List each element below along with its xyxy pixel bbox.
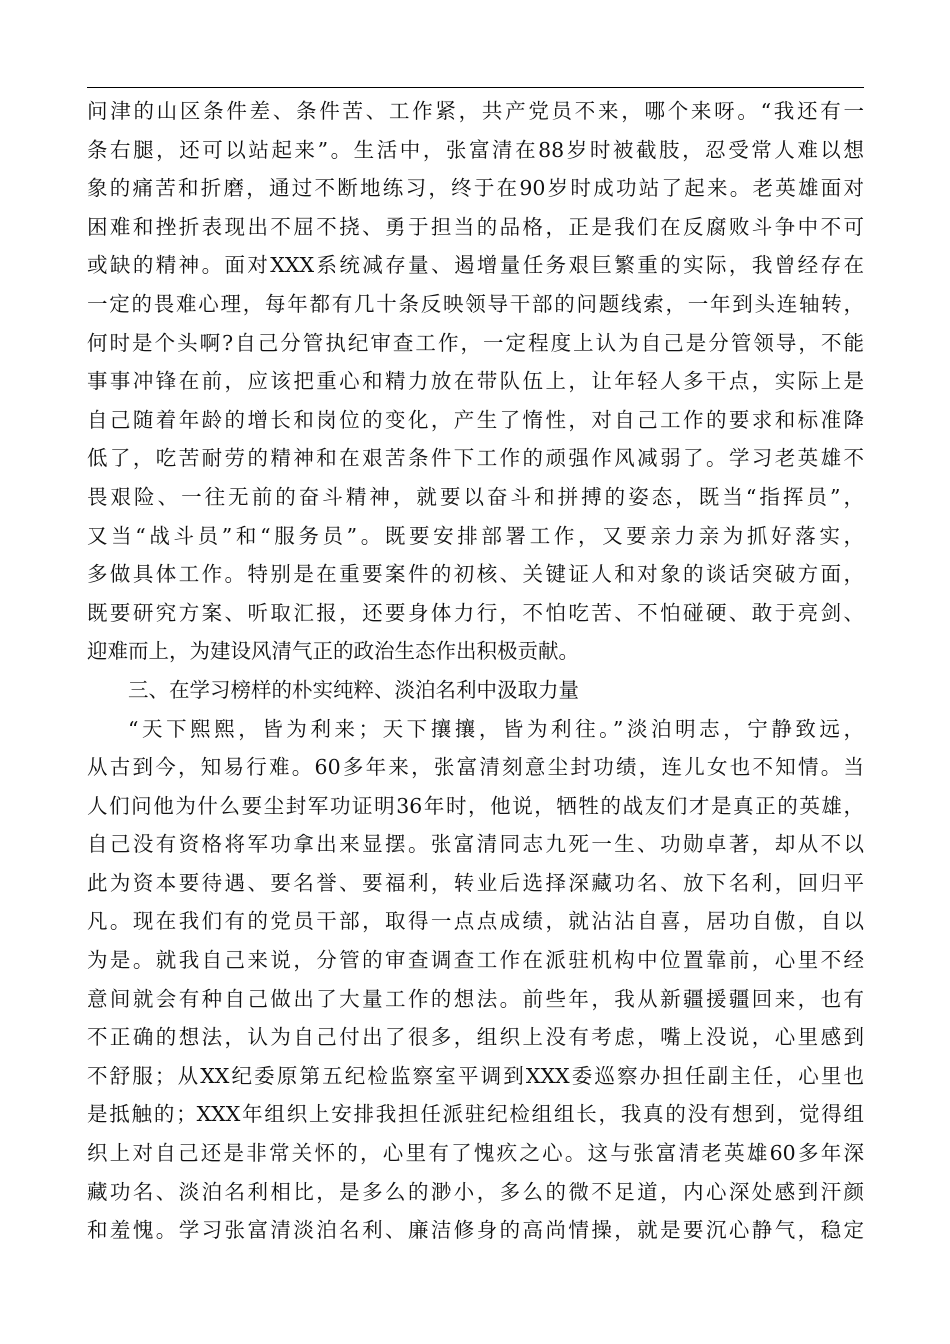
text-line: 不正确的想法，认为自己付出了很多，组织上没有考虑，嘴上没说，心里感到: [87, 1025, 864, 1050]
text-line: 低了，吃苦耐劳的精神和在艰苦条件下工作的顽强作风减弱了。学习老英雄不: [87, 446, 864, 471]
text-line: 不舒服；从XX纪委原第五纪检监察室平调到XXX委巡察办担任副主任，心里也: [87, 1063, 864, 1088]
text-line: 凡。现在我们有的党员干部，取得一点点成绩，就沾沾自喜，居功自傲，自以: [87, 909, 864, 934]
text-line: 何时是个头啊?自己分管执纪审查工作，一定程度上认为自己是分管领导，不能: [87, 330, 864, 355]
text-line: 意间就会有种自己做出了大量工作的想法。前些年，我从新疆援疆回来，也有: [87, 986, 864, 1011]
text-line: 既要研究方案、听取汇报，还要身体力行，不怕吃苦、不怕碰硬、敢于亮剑、: [87, 600, 864, 625]
text-line: 织上对自己还是非常关怀的，心里有了愧疚之心。这与张富清老英雄60多年深: [87, 1141, 864, 1166]
text-line: 是抵触的；XXX年组织上安排我担任派驻纪检组组长，我真的没有想到，觉得组: [87, 1102, 864, 1127]
text-line: 困难和挫折表现出不屈不挠、勇于担当的品格，正是我们在反腐败斗争中不可: [87, 214, 864, 239]
text-line: 为是。就我自己来说，分管的审查调查工作在派驻机构中位置靠前，心里不经: [87, 948, 864, 973]
text-line: 自己没有资格将军功拿出来显摆。张富清同志九死一生、功勋卓著，却从不以: [87, 832, 864, 857]
text-line: 条右腿，还可以站起来”。生活中，张富清在88岁时被截肢，忍受常人难以想: [87, 137, 864, 162]
text-line: 又当“战斗员”和“服务员”。既要安排部署工作，又要亲力亲为抓好落实，: [87, 523, 864, 548]
text-line: 象的痛苦和折磨，通过不断地练习，终于在90岁时成功站了起来。老英雄面对: [87, 176, 864, 201]
text-line: 畏艰险、一往无前的奋斗精神，就要以奋斗和拼搏的姿态，既当“指挥员”，: [87, 484, 864, 509]
text-line: 此为资本要待遇、要名誉、要福利，转业后选择深藏功名、放下名利，回归平: [87, 870, 864, 895]
header-rule: [87, 87, 864, 88]
text-line: 迎难而上，为建设风清气正的政治生态作出积极贡献。: [87, 639, 579, 664]
text-line: 一定的畏难心理，每年都有几十条反映领导干部的问题线索，一年到头连轴转，: [87, 291, 864, 316]
section-heading: 三、在学习榜样的朴实纯粹、淡泊名利中汲取力量: [128, 677, 579, 702]
text-line: 自己随着年龄的增长和岗位的变化，产生了惰性，对自己工作的要求和标准降: [87, 407, 864, 432]
text-line: “天下熙熙，皆为利来；天下攘攘，皆为利往。”淡泊明志，宁静致远，: [128, 716, 864, 741]
text-line: 和羞愧。学习张富清淡泊名利、廉洁修身的高尚情操，就是要沉心静气，稳定: [87, 1218, 864, 1243]
text-line: 从古到今，知易行难。60多年来，张富清刻意尘封功绩，连儿女也不知情。当: [87, 755, 864, 780]
document-body: [87, 92, 877, 1250]
text-line: 事事冲锋在前，应该把重心和精力放在带队伍上，让年轻人多干点，实际上是: [87, 369, 864, 394]
text-line: 多做具体工作。特别是在重要案件的初核、关键证人和对象的谈话突破方面，: [87, 562, 864, 587]
text-line: 问津的山区条件差、条件苦、工作紧，共产党员不来，哪个来呀。“我还有一: [87, 99, 864, 123]
text-line: 藏功名、淡泊名利相比，是多么的渺小，多么的微不足道，内心深处感到汗颜: [87, 1179, 864, 1204]
text-line: 人们问他为什么要尘封军功证明36年时，他说，牺牲的战友们才是真正的英雄，: [87, 793, 864, 818]
text-line: 或缺的精神。面对XXX系统减存量、遏增量任务艰巨繁重的实际，我曾经存在: [87, 253, 864, 278]
